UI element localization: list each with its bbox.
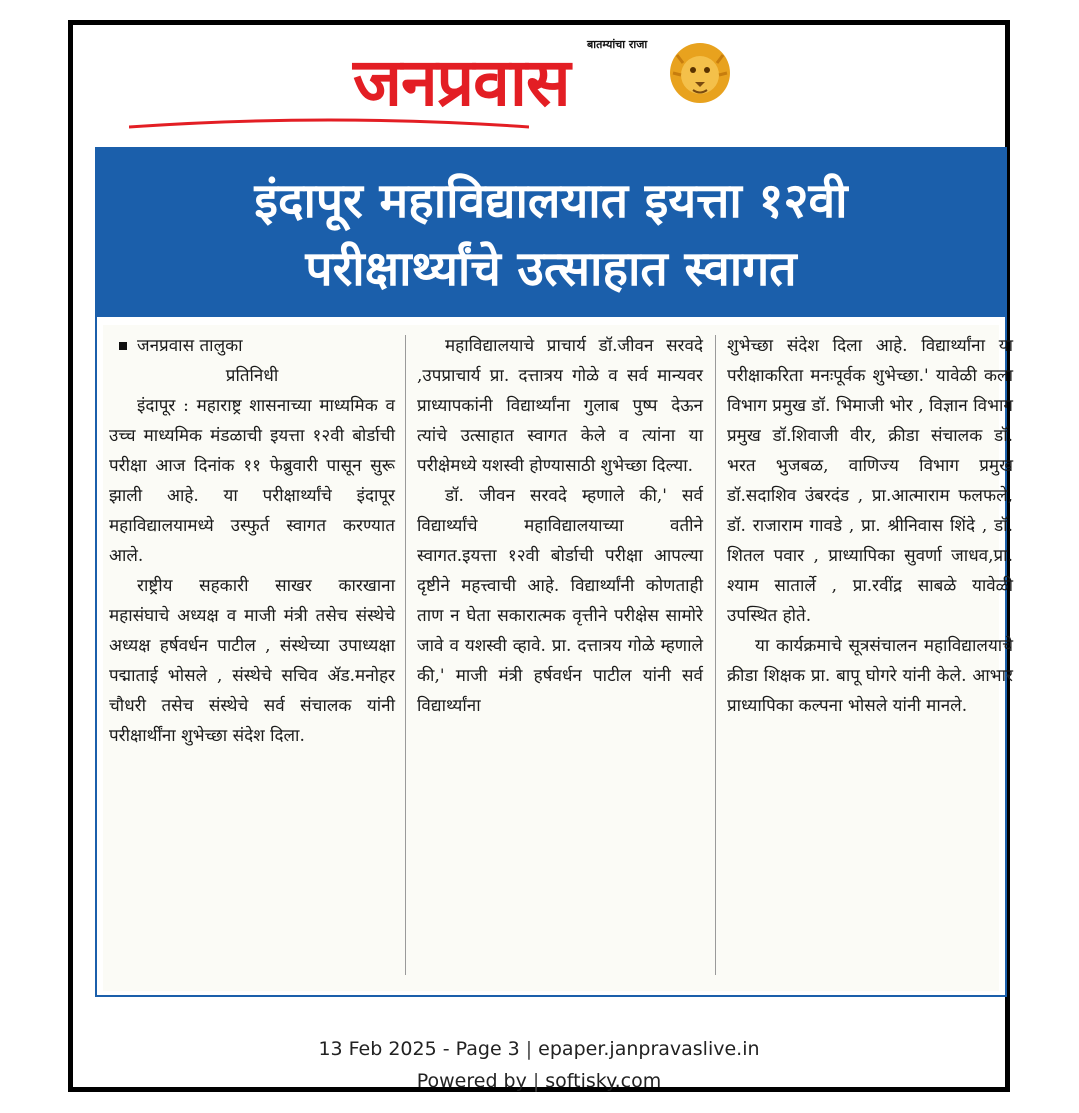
masthead — [73, 25, 1005, 143]
footer-powered-line — [73, 1065, 1005, 1097]
powered-by-label: Powered by — [416, 1070, 527, 1092]
headline-line-2: परीक्षार्थ्यांचे उत्साहात स्वागत — [305, 241, 797, 297]
newspaper-brand: जनप्रवास — [353, 44, 570, 121]
paragraph: महाविद्यालयाचे प्राचार्य डॉ.जीवन सरवदे ,उपप्राचार्य प्रा. दत्तात्रय गोळे व सर्व मान्यवर प्राध्यापकांनी विद्यार्थ्यांना गुलाब पुष्प देऊन त्यांचे उत्साहात स्वागत केले व त्यांना या परीक्षेमध्ये यशस्वी होण्यासाठी शुभेच्छा दिल्या. — [417, 336, 703, 476]
paragraph: डॉ. जीवन सरवदे म्हणाले की,' सर्व विद्यार्थ्यांचे महाविद्यालयाच्या वतीने स्वागत.इयत्ता १२वी बोर्डाची परीक्षा आपल्या दृष्टीने महत्त्वाची आहे. विद्यार्थ्यांनी कोणताही ताण न घेता सकारात्मक वृत्तीने परीक्षेस सामोरे जावे व यशस्वी व्हावे. प्रा. दत्तात्रय गोळे म्हणाले की,' माजी मंत्री हर्षवर्धन पाटील यांनी सर्व विद्यार्थ्यांना — [417, 486, 703, 716]
paragraph: राष्ट्रीय सहकारी साखर कारखाना महासंघाचे अध्यक्ष व माजी मंत्री तसेच संस्थेचे अध्यक्ष हर्षवर्धन पाटील , संस्थेच्या उपाध्यक्षा पद्माताई भोसले , संस्थेचे सचिव ॲड.मनोहर चौधरी तसेच संस्थेचे सर्व संचालक यांनी परीक्षार्थींना शुभेच्छा संदेश दिला. — [109, 576, 395, 746]
article-column-3 — [727, 331, 1013, 721]
paragraph: या कार्यक्रमाचे सूत्रसंचालन महाविद्यालयाचे क्रीडा शिक्षक प्रा. बापू घोगरे यांनी केले. आभार प्राध्यापिका कल्पना भोसले यांनी मानले. — [727, 636, 1013, 716]
masthead-tagline: बातम्यांचा राजा — [587, 38, 648, 51]
footer-separator: | — [532, 1070, 540, 1092]
epaper-site-link[interactable]: epaper.janpravaslive.in — [538, 1038, 760, 1060]
headline-line-1: इंदापूर महाविद्यालयात इयत्ता १२वी — [254, 173, 848, 229]
lion-head-icon — [669, 35, 731, 107]
news-article — [95, 147, 1013, 997]
issue-date-page: 13 Feb 2025 - Page 3 — [318, 1038, 520, 1060]
footer-source-line — [73, 1033, 1005, 1065]
article-body — [103, 325, 1013, 991]
epaper-clipping — [68, 20, 1013, 1092]
footer-separator: | — [525, 1038, 533, 1060]
article-column-1 — [109, 331, 395, 751]
masthead-swoosh — [129, 117, 529, 131]
article-headline — [97, 149, 1005, 317]
byline-text: जनप्रवास तालुका — [137, 336, 243, 356]
column-divider — [715, 335, 716, 975]
byline — [109, 331, 395, 361]
powered-by-site-link[interactable]: softisky.com — [545, 1070, 662, 1092]
bullet-icon — [119, 342, 127, 350]
paragraph: इंदापूर : महाराष्ट्र शासनाच्या माध्यमिक व उच्च माध्यमिक मंडळाची इयत्ता १२वी बोर्डाची परीक्षा आज दिनांक ११ फेब्रुवारी पासून सुरू झाली आहे. या परीक्षार्थ्यांचे इंदापूर महाविद्यालयामध्ये उस्फुर्त स्वागत करण्यात आले. — [109, 396, 395, 566]
article-column-2 — [417, 331, 703, 721]
byline-role: प्रतिनिधी — [225, 366, 279, 386]
paragraph: शुभेच्छा संदेश दिला आहे. विद्यार्थ्यांना या परीक्षाकरिता मनःपूर्वक शुभेच्छा.' यावेळी कला विभाग प्रमुख डॉ. भिमाजी भोर , विज्ञान विभाग प्रमुख डॉ.शिवाजी वीर, क्रीडा संचालक डॉ. भरत भुजबळ, वाणिज्य विभाग प्रमुख डॉ.सदाशिव उंबरदंड , प्रा.आत्माराम फलफले, डॉ. राजाराम गावडे , प्रा. श्रीनिवास शिंदे , डॉ. शितल पवार , प्राध्यापिका सुवर्णा जाधव,प्रा. श्याम सातार्ले , प्रा.रवींद्र साबळे यावेळी उपस्थित होते. — [727, 336, 1013, 626]
page-footer — [73, 1033, 1005, 1097]
column-divider — [405, 335, 406, 975]
